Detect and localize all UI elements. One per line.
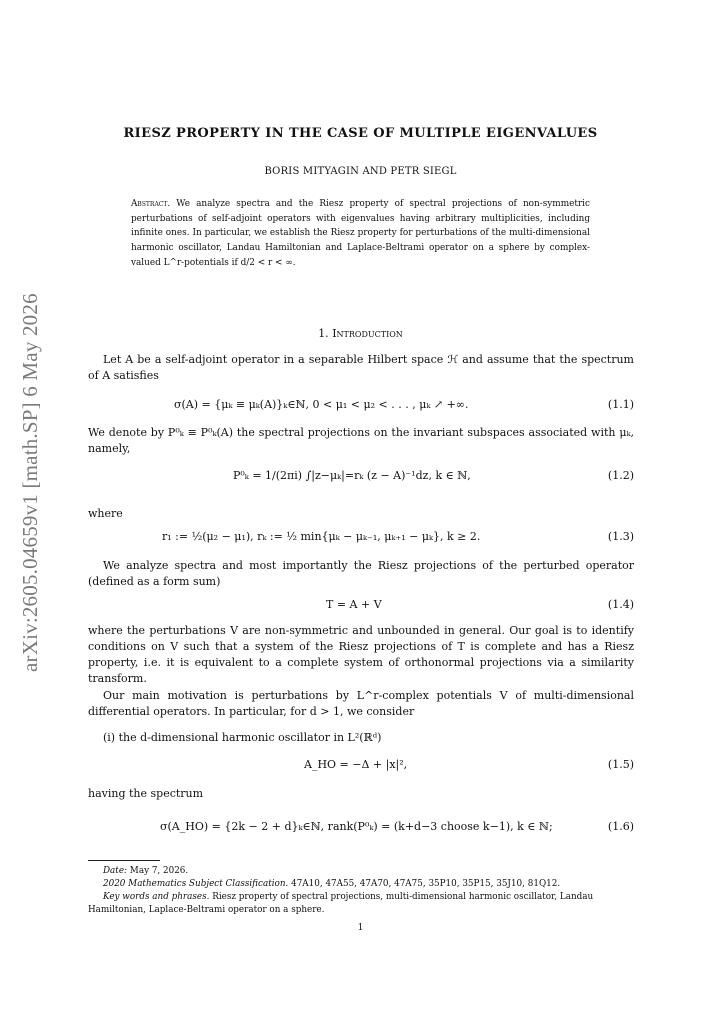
equation-1-5-body: A_HO = −Δ + |x|², bbox=[304, 758, 408, 771]
equation-1-1 bbox=[88, 398, 634, 414]
paragraph-2: We denote by P⁰ₖ ≡ P⁰ₖ(A) the spectral projections on the invariant subspaces associated with μₖ, namely, bbox=[88, 426, 634, 455]
paragraph-3: We analyze spectra and most importantly the Riesz projections of the perturbed operator (defined as a form sum) bbox=[88, 559, 634, 588]
abstract-text: We analyze spectra and the Riesz property of spectral projections of non-symmetric perturbations of self-adjoint operators with eigenvalues having arbitrary multiplicities, including infinite ones. In particular, we establish the Riesz property for perturbations of the multi-dimensional harmonic oscillator, Landau Hamiltonian and Laplace-Beltrami operator on a sphere by complex-valued L^r-potentials if d/2 < r < ∞. bbox=[131, 199, 590, 268]
section-number: 1. bbox=[318, 327, 329, 340]
footnote-date bbox=[88, 865, 634, 878]
equation-1-4-number: (1.4) bbox=[607, 598, 634, 611]
footnote-keywords bbox=[88, 891, 634, 917]
equation-1-4-body: T = A + V bbox=[326, 598, 382, 611]
paper-title: RIESZ PROPERTY IN THE CASE OF MULTIPLE EIGENVALUES bbox=[123, 126, 598, 141]
equation-1-6 bbox=[88, 820, 634, 836]
paragraph-where: where bbox=[88, 507, 123, 520]
footnote-keywords-value: Riesz property of spectral projections, multi-dimensional harmonic oscillator, Landau Hamiltonian, Laplace-Beltrami operator on a sphere. bbox=[88, 892, 594, 915]
footnote-msc-label: 2020 Mathematics Subject Classification. bbox=[103, 879, 289, 889]
equation-1-6-body: σ(A_HO) = {2k − 2 + d}ₖ∈ℕ, rank(P⁰ₖ) = (k+d−3 choose k−1), k ∈ ℕ; bbox=[160, 820, 553, 833]
abstract-label: Abstract. bbox=[131, 199, 171, 209]
equation-1-5-number: (1.5) bbox=[607, 758, 634, 771]
paragraph-having: having the spectrum bbox=[88, 787, 204, 800]
equation-1-3-body: r₁ := ½(μ₂ − μ₁), rₖ := ½ min{μₖ − μₖ₋₁, μₖ₊₁ − μₖ}, k ≥ 2. bbox=[162, 530, 481, 543]
footnote-keywords-label: Key words and phrases. bbox=[103, 892, 210, 902]
equation-1-2-number: (1.2) bbox=[607, 469, 634, 482]
paper-authors: BORIS MITYAGIN AND PETR SIEGL bbox=[264, 166, 457, 177]
equation-1-5 bbox=[88, 758, 634, 774]
footnote-msc bbox=[88, 878, 634, 891]
equation-1-6-number: (1.6) bbox=[607, 820, 634, 833]
equation-1-3 bbox=[88, 530, 634, 546]
page-number: 1 bbox=[357, 923, 364, 933]
paragraph-4: where the perturbations V are non-symmetric and unbounded in general. Our goal is to identify conditions on V such that a system of the Riesz projections of T is complete and has a Riesz property, i.e. it is equivalent to a complete system of orthonormal projections via a similarity transform. bbox=[88, 624, 634, 685]
paragraph-5: Our main motivation is perturbations by L^r-complex potentials V of multi-dimensional differential operators. In particular, for d > 1, we consider bbox=[88, 689, 634, 718]
equation-1-4 bbox=[88, 598, 634, 614]
section-title: Introduction bbox=[332, 327, 403, 340]
list-item-i: (i) the d-dimensional harmonic oscillator in L²(ℝᵈ) bbox=[103, 731, 382, 744]
footnote-date-value: May 7, 2026. bbox=[127, 866, 189, 876]
footnote-rule bbox=[88, 860, 160, 861]
equation-1-2 bbox=[88, 469, 634, 485]
equation-1-2-body: P⁰ₖ = 1/(2πi) ∫|z−μₖ|=rₖ (z − A)⁻¹dz, k ∈ ℕ, bbox=[233, 469, 471, 482]
section-heading bbox=[0, 327, 721, 340]
equation-1-1-body: σ(A) = {μₖ ≡ μₖ(A)}ₖ∈ℕ, 0 < μ₁ < μ₂ < . . . , μₖ ↗ +∞. bbox=[174, 398, 469, 411]
footnote-msc-value: 47A10, 47A55, 47A70, 47A75, 35P10, 35P15, 35J10, 81Q12. bbox=[288, 879, 561, 889]
abstract bbox=[131, 197, 590, 271]
equation-1-3-number: (1.3) bbox=[607, 530, 634, 543]
equation-1-1-number: (1.1) bbox=[607, 398, 634, 411]
arxiv-identifier: arXiv:2605.04659v1 [math.SP] 6 May 2026 bbox=[18, 293, 42, 672]
paragraph-1: Let A be a self-adjoint operator in a separable Hilbert space ℋ and assume that the spectrum of A satisfies bbox=[88, 353, 634, 382]
footnote-date-label: Date: bbox=[103, 866, 128, 876]
